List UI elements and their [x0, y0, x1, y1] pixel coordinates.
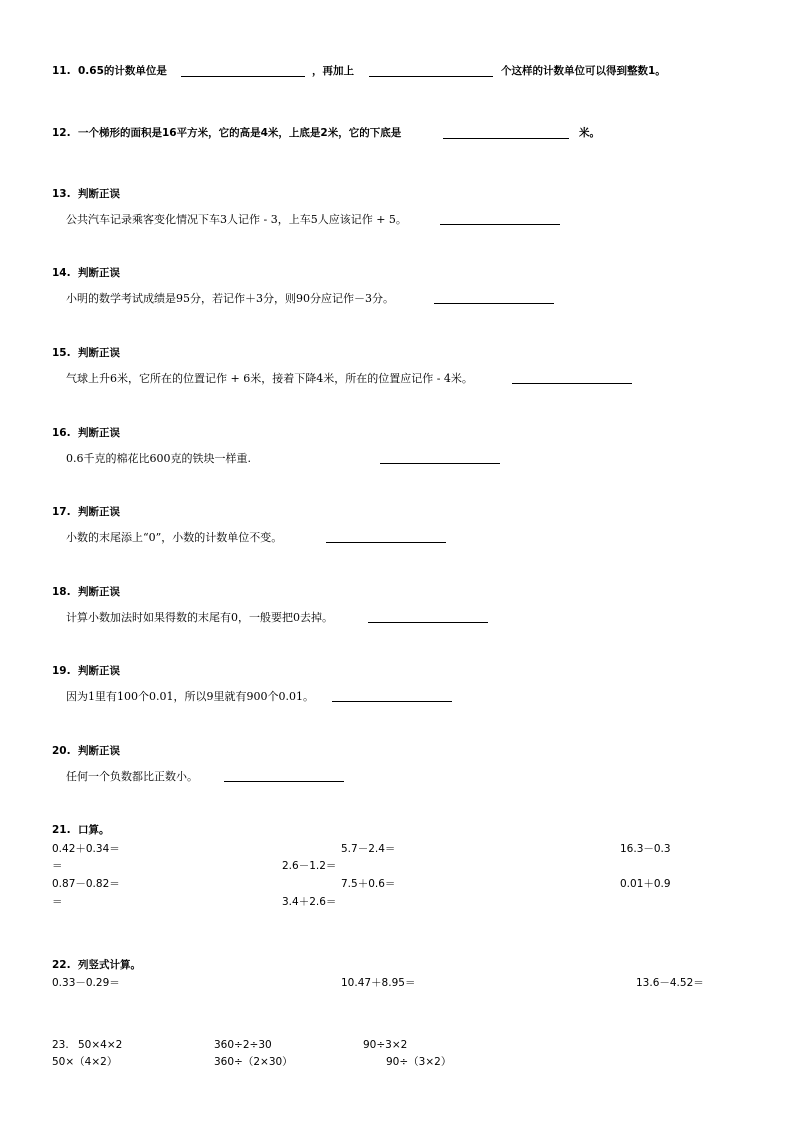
- q13-answer-blank[interactable]: [440, 224, 560, 225]
- q15-statement: 气球上升6米，它所在的位置记作 + 6米，接着下降4米，所在的位置应记作 - 4米。: [66, 372, 473, 385]
- q11-text-2: ，再加上: [312, 65, 354, 77]
- q17-statement: 小数的末尾添上“0”，小数的计数单位不变。: [66, 531, 283, 544]
- q20-answer-blank[interactable]: [224, 781, 344, 782]
- q21-problem: ＝: [52, 860, 63, 872]
- q14-title: 判断正误: [78, 267, 120, 279]
- q23-problem: 360÷（2×30）: [214, 1056, 293, 1068]
- q19-number: 19.: [52, 665, 71, 677]
- q15-number: 15.: [52, 347, 71, 359]
- q21-problem: 0.42＋0.34＝: [52, 843, 120, 855]
- q23-problem: 50×（4×2）: [52, 1056, 118, 1068]
- q20-title: 判断正误: [78, 745, 120, 757]
- q23-problem: 50×4×2: [78, 1039, 123, 1051]
- q16-statement: 0.6千克的棉花比600克的铁块一样重.: [66, 452, 251, 465]
- q17-answer-blank[interactable]: [326, 542, 446, 543]
- q11-text-3: 个这样的计数单位可以得到整数1。: [501, 65, 666, 77]
- q11-text-1: 0.65的计数单位是: [78, 65, 167, 77]
- q21-problem: 3.4＋2.6＝: [282, 896, 337, 908]
- q13-statement: 公共汽车记录乘客变化情况下车3人记作 - 3，上车5人应该记作 + 5。: [66, 213, 407, 226]
- q14-statement: 小明的数学考试成绩是95分，若记作＋3分，则90分应记作－3分。: [66, 292, 394, 305]
- q12-number: 12.: [52, 127, 71, 139]
- q15-answer-blank[interactable]: [512, 383, 632, 384]
- q19-statement: 因为1里有100个0.01，所以9里就有900个0.01。: [66, 690, 314, 703]
- q23-problem: 360÷2÷30: [214, 1039, 272, 1051]
- q11-answer-blank-1[interactable]: [181, 76, 305, 77]
- q15-title: 判断正误: [78, 347, 120, 359]
- q23-problem: 90÷（3×2）: [386, 1056, 452, 1068]
- q18-statement: 计算小数加法时如果得数的末尾有0，一般要把0去掉。: [66, 611, 333, 624]
- q21-problem: 0.87－0.82＝: [52, 878, 120, 890]
- q21-problem: 2.6－1.2＝: [282, 860, 337, 872]
- q13-number: 13.: [52, 188, 71, 200]
- q11-number: 11.: [52, 65, 71, 77]
- q21-problem: ＝: [52, 896, 63, 908]
- q17-title: 判断正误: [78, 506, 120, 518]
- q22-title: 列竖式计算。: [78, 959, 141, 971]
- q21-problem: 0.01＋0.9: [620, 878, 671, 890]
- q16-answer-blank[interactable]: [380, 463, 500, 464]
- q20-number: 20.: [52, 745, 71, 757]
- q16-title: 判断正误: [78, 427, 120, 439]
- q12-text-1: 一个梯形的面积是16平方米，它的高是4米，上底是2米，它的下底是: [78, 127, 402, 139]
- q21-problem: 5.7－2.4＝: [341, 843, 396, 855]
- q18-title: 判断正误: [78, 586, 120, 598]
- q12-text-2: 米。: [579, 127, 600, 139]
- q12-answer-blank[interactable]: [443, 138, 569, 139]
- q21-number: 21.: [52, 824, 71, 836]
- q14-answer-blank[interactable]: [434, 303, 554, 304]
- q20-statement: 任何一个负数都比正数小。: [66, 770, 198, 783]
- q22-problem: 0.33－0.29＝: [52, 977, 120, 989]
- q17-number: 17.: [52, 506, 71, 518]
- q11-answer-blank-2[interactable]: [369, 76, 493, 77]
- q23-problem: 90÷3×2: [363, 1039, 408, 1051]
- q21-title: 口算。: [78, 824, 110, 836]
- q21-problem: 7.5＋0.6＝: [341, 878, 396, 890]
- q18-number: 18.: [52, 586, 71, 598]
- q19-title: 判断正误: [78, 665, 120, 677]
- q13-title: 判断正误: [78, 188, 120, 200]
- q22-number: 22.: [52, 959, 71, 971]
- q22-problem: 10.47＋8.95＝: [341, 977, 416, 989]
- q19-answer-blank[interactable]: [332, 701, 452, 702]
- q16-number: 16.: [52, 427, 71, 439]
- q23-number: 23.: [52, 1039, 69, 1051]
- q21-problem: 16.3－0.3: [620, 843, 671, 855]
- q22-problem: 13.6－4.52＝: [636, 977, 704, 989]
- q18-answer-blank[interactable]: [368, 622, 488, 623]
- q14-number: 14.: [52, 267, 71, 279]
